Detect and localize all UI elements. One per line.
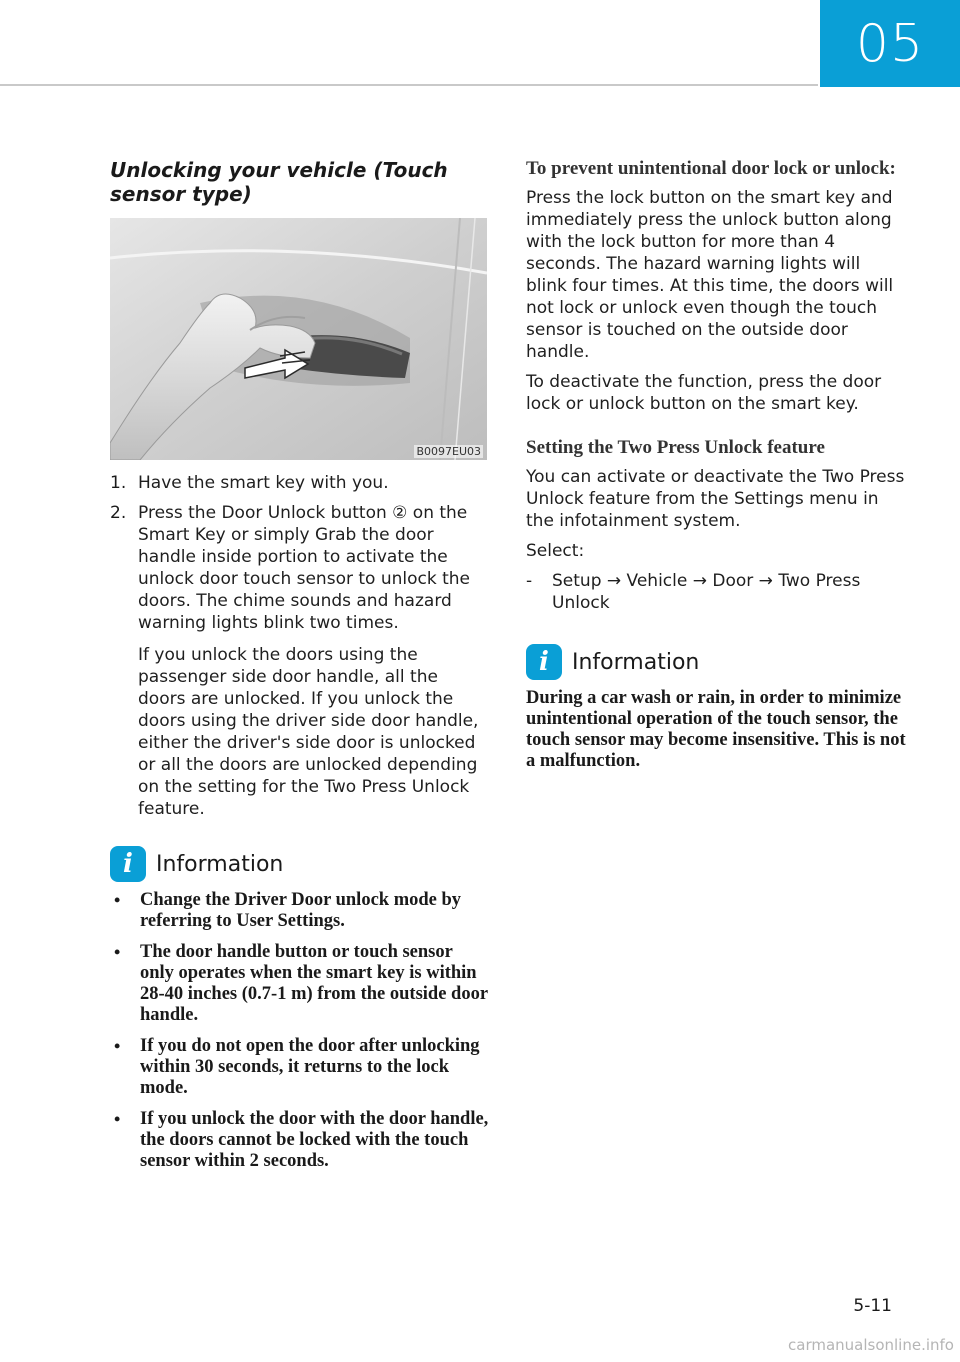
list-item xyxy=(110,1109,490,1172)
info-icon: i xyxy=(110,846,146,882)
prevent-unlock-heading: To prevent unintentional door lock or unlock: xyxy=(526,158,896,179)
bullet: • xyxy=(114,1036,121,1056)
select-label: Select: xyxy=(526,541,585,561)
page-number: 5-11 xyxy=(853,1296,892,1316)
list-item xyxy=(110,942,490,1026)
prevent-unlock-paragraph: Press the lock button on the smart key and immediately press the unlock button along with the lock button for more than 4 seconds. The hazard warning lights will blink four times. At this time, the doors will not lock or unlock even though the touch sensor is touched on the outside door handle. xyxy=(526,188,894,362)
bullet: • xyxy=(114,890,121,910)
list-item xyxy=(110,472,490,494)
door-handle-figure xyxy=(110,218,487,460)
dash-marker: - xyxy=(526,571,533,591)
bullet-text: The door handle button or touch sensor only operates when the smart key is within 28-40 inches (0.7-1 m) from the outside door handle. xyxy=(140,942,488,1025)
step-text: Have the smart key with you. xyxy=(138,473,389,493)
list-item xyxy=(110,502,490,820)
door-handle-illustration xyxy=(110,218,487,460)
chapter-tab xyxy=(820,0,960,87)
bullet: • xyxy=(114,1109,121,1129)
section-title: Unlocking your vehicle (Touch sensor type) xyxy=(110,158,448,206)
information-text: During a car wash or rain, in order to minimize unintentional operation of the touch sensor, the touch sensor may become insensitive. This is not a malfunction. xyxy=(526,688,906,771)
bullet-text: Change the Driver Door unlock mode by referring to User Settings. xyxy=(140,890,462,931)
deactivate-paragraph: To deactivate the function, press the door lock or unlock button on the smart key. xyxy=(526,372,882,414)
list-item xyxy=(110,1036,490,1099)
two-press-heading: Setting the Two Press Unlock feature xyxy=(526,437,825,458)
step-number: 1. xyxy=(110,473,127,493)
bullet: • xyxy=(114,942,121,962)
steps-list xyxy=(110,472,490,820)
step-number: 2. xyxy=(110,503,127,523)
bullet-text: If you do not open the door after unlocking within 30 seconds, it returns to the lock mode. xyxy=(140,1036,480,1098)
information-box xyxy=(526,644,906,772)
bullet-text: If you unlock the door with the door handle, the doors cannot be locked with the touch sensor within 2 seconds. xyxy=(140,1109,489,1171)
list-item xyxy=(110,890,490,932)
settings-path: Setup → Vehicle → Door → Two Press Unlock xyxy=(552,571,861,613)
step-text: Press the Door Unlock button ② on the Smart Key or simply Grab the door handle inside portion to activate the unlock door touch sensor to unlock the doors. The chime sounds and hazard warning lights blink two times. xyxy=(138,503,470,633)
list-item xyxy=(526,570,906,614)
left-column xyxy=(110,158,490,1182)
two-press-paragraph: You can activate or deactivate the Two Press Unlock feature from the Settings menu in the infotainment system. xyxy=(526,467,905,531)
watermark: carmanualsonline.info xyxy=(788,1336,954,1354)
information-title: Information xyxy=(572,649,700,675)
information-title: Information xyxy=(156,851,284,877)
figure-code: B0097EU03 xyxy=(416,445,481,458)
information-list xyxy=(110,890,490,1172)
information-box xyxy=(110,846,490,1172)
info-icon: i xyxy=(526,644,562,680)
chapter-number: 05 xyxy=(855,13,925,74)
step-subparagraph: If you unlock the doors using the passenger side door handle, all the doors are unlocked. If you unlock the doors using the driver side door handle, either the driver's side door is unlocked or all the doors are unlocked depending on the setting for the Two Press Unlock feature. xyxy=(138,645,479,819)
right-column xyxy=(526,158,906,772)
header-rule xyxy=(0,84,818,86)
